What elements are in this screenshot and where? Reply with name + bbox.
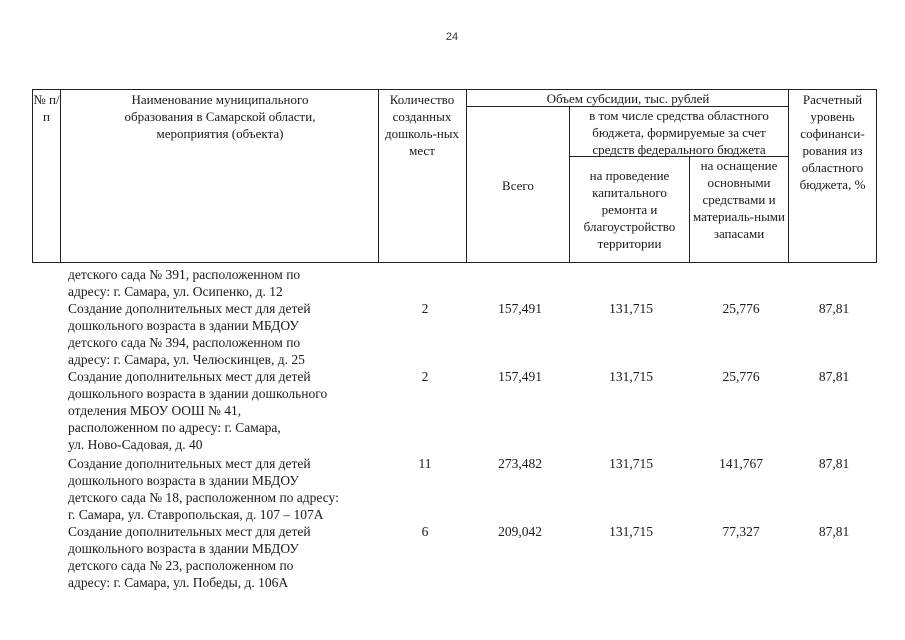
divider-places-subsidy (466, 89, 467, 263)
row-total: 157,491 (498, 301, 542, 316)
header-bottom-border (32, 262, 877, 263)
divider-repair-equipment (689, 156, 690, 263)
page-number: 24 (445, 31, 459, 43)
header-col-total: Всего (502, 178, 534, 193)
row-level: 87,81 (818, 369, 850, 384)
divider-total-including (569, 106, 570, 263)
row-repair: 131,715 (609, 456, 653, 471)
row-places: 6 (421, 524, 429, 539)
row-repair: 131,715 (609, 369, 653, 384)
row-equipment: 25,776 (722, 301, 760, 316)
row-total: 273,482 (498, 456, 542, 471)
row-repair: 131,715 (609, 524, 653, 539)
row-total: 157,491 (498, 369, 542, 384)
row-equipment: 77,327 (722, 524, 760, 539)
row-places: 2 (421, 369, 429, 384)
header-col-places: Количество созданных дошколь-ных мест (384, 92, 460, 158)
divider-name-places (378, 89, 379, 263)
header-col-no: № п/п (33, 92, 60, 124)
row-places: 11 (418, 456, 432, 471)
row-places: 2 (421, 301, 429, 316)
table-header (0, 0, 905, 270)
row-name: детского сада № 391, расположенном по адресу: г. Самара, ул. Осипенко, д. 12 (68, 267, 301, 299)
divider-no-name (60, 89, 61, 263)
border-right (876, 89, 877, 263)
row-name: Создание дополнительных мест для детей дошкольного возраста в здании МБДОУ детского сада № 18, расположенном по адресу: г. Самара, ул. Ставропольская, д. 107 – 107А (68, 456, 339, 522)
row-level: 87,81 (818, 456, 850, 471)
row-name: Создание дополнительных мест для детей дошкольного возраста в здании дошкольного отделения МБОУ ООШ № 41, расположенном по адресу: г. Самара, ул. Ново-Садовая, д. 40 (68, 369, 328, 452)
divider-subsidy-level (788, 89, 789, 263)
header-col-subsidy: Объем субсидии, тыс. рублей (546, 91, 710, 106)
row-equipment: 141,767 (719, 456, 763, 471)
header-col-including: в том числе средства областного бюджета, формируемые за счет средств федерального бюджета (589, 108, 769, 157)
row-equipment: 25,776 (722, 369, 760, 384)
header-col-equipment: на оснащение основными средствами и материаль-ными запасами (693, 158, 785, 241)
row-repair: 131,715 (609, 301, 653, 316)
header-col-repair: на проведение капитального ремонта и благоустройство территории (583, 168, 676, 251)
row-level: 87,81 (818, 301, 850, 316)
header-col-name: Наименование муниципального образования в Самарской области, мероприятия (объекта) (124, 92, 316, 141)
row-level: 87,81 (818, 524, 850, 539)
row-name: Создание дополнительных мест для детей дошкольного возраста в здании МБДОУ детского сада № 23, расположенном по адресу: г. Самара, ул. Победы, д. 106А (68, 524, 311, 590)
header-col-level: Расчетный уровень софинанси-рования из областного бюджета, % (799, 92, 866, 192)
row-name: Создание дополнительных мест для детей дошкольного возраста в здании МБДОУ детского сада № 394, расположенном по адресу: г. Самара, ул. Челюскинцев, д. 25 (68, 301, 311, 367)
row-total: 209,042 (498, 524, 542, 539)
